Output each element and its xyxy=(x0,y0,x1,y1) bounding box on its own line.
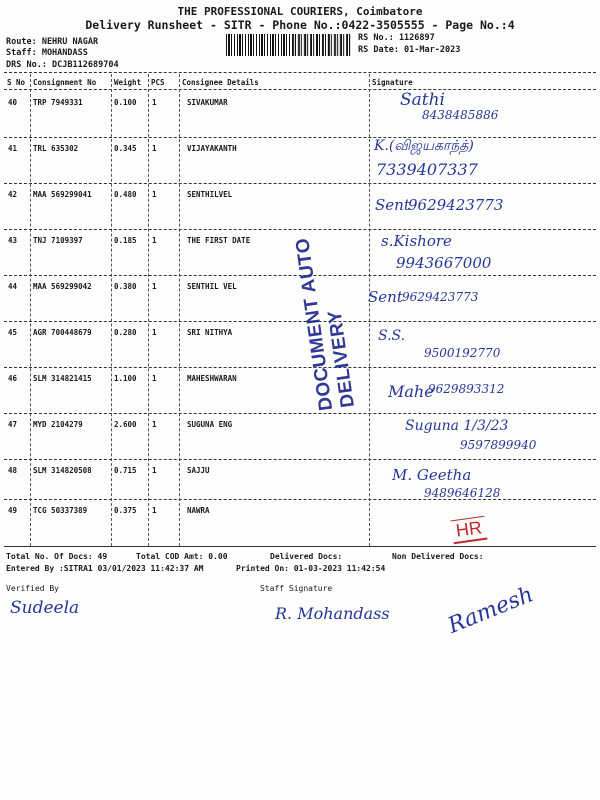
row-signature-name: Suguna 1/3/23 xyxy=(405,418,509,434)
row-pcs: 1 xyxy=(152,420,157,429)
table-row xyxy=(0,92,600,138)
row-signature-name: Sathi xyxy=(400,90,445,110)
row-sno: 40 xyxy=(8,98,18,107)
row-consignment-no: SLM 314820508 xyxy=(33,466,92,475)
verified-by-label: Verified By xyxy=(6,584,59,593)
staff-signature: R. Mohandass xyxy=(275,604,390,623)
row-consignee: MAHESHWARAN xyxy=(187,374,237,383)
row-sno: 42 xyxy=(8,190,18,199)
row-pcs: 1 xyxy=(152,466,157,475)
column-header-consignment: Consignment No xyxy=(33,78,97,87)
row-pcs: 1 xyxy=(152,506,157,515)
row-weight: 0.185 xyxy=(114,236,137,245)
row-signature-phone: 9629893312 xyxy=(428,382,505,396)
row-consignment-no: TNJ 7109397 xyxy=(33,236,83,245)
row-sno: 47 xyxy=(8,420,18,429)
row-signature-phone: 7339407337 xyxy=(376,160,478,179)
column-header-signature: Signature xyxy=(372,78,413,87)
row-consignment-no: MAA 569299041 xyxy=(33,190,92,199)
row-consignee: SENTHILVEL xyxy=(187,190,233,199)
row-consignment-no: MYD 2104279 xyxy=(33,420,83,429)
barcode-image-secondary xyxy=(292,34,352,56)
table-top-rule xyxy=(4,72,596,73)
delivered-docs: Delivered Docs: xyxy=(270,552,343,561)
column-header-weight: Weight xyxy=(114,78,142,87)
row-signature-name: K.(விஜயகாந்த்) xyxy=(374,138,474,154)
row-signature-name: Sent xyxy=(368,288,403,306)
row-signature-name: Sent xyxy=(375,196,410,214)
row-sno: 46 xyxy=(8,374,18,383)
row-signature-name: M. Geetha xyxy=(392,466,472,484)
row-signature-name: HR xyxy=(450,516,487,544)
row-signature-phone: 9943667000 xyxy=(396,254,492,272)
entered-by: Entered By :SITRA1 03/01/2023 11:42:37 AM xyxy=(6,564,204,573)
runsheet-title: Delivery Runsheet - SITR - Phone No.:0422-3505555 - Page No.:4 xyxy=(85,18,515,32)
row-signature-name: s.Kishore xyxy=(381,232,452,250)
row-sno: 49 xyxy=(8,506,18,515)
row-pcs: 1 xyxy=(152,374,157,383)
table-row xyxy=(0,414,600,460)
row-consignment-no: SLM 314821415 xyxy=(33,374,92,383)
row-pcs: 1 xyxy=(152,328,157,337)
row-signature-phone: 9629423773 xyxy=(408,196,504,214)
row-signature-phone: 9629423773 xyxy=(402,290,479,304)
row-sno: 43 xyxy=(8,236,18,245)
total-docs: Total No. Of Docs: 49 xyxy=(6,552,108,561)
row-signature-name: Mahe xyxy=(388,382,434,401)
row-weight: 0.100 xyxy=(114,98,137,107)
table-bottom-rule xyxy=(4,546,596,547)
row-pcs: 1 xyxy=(152,190,157,199)
row-weight: 1.100 xyxy=(114,374,137,383)
printed-on: Printed On: 01-03-2023 11:42:54 xyxy=(236,564,386,573)
rs-date: RS Date: 01-Mar-2023 xyxy=(358,45,461,55)
row-weight: 0.380 xyxy=(114,282,137,291)
column-header-sno: S No xyxy=(7,78,26,87)
table-header-rule xyxy=(4,89,596,90)
row-sno: 48 xyxy=(8,466,18,475)
row-pcs: 1 xyxy=(152,98,157,107)
verified-signature: Sudeela xyxy=(10,598,80,618)
column-header-consignee: Consignee Details xyxy=(182,78,259,87)
row-signature-phone: 9597899940 xyxy=(460,438,537,452)
row-pcs: 1 xyxy=(152,236,157,245)
table-row xyxy=(0,500,600,546)
row-weight: 0.375 xyxy=(114,506,137,515)
authority-signature: Ramesh xyxy=(444,582,537,639)
row-signature-phone: 8438485886 xyxy=(422,108,499,122)
column-header-pcs: PCS xyxy=(151,78,165,87)
row-consignment-no: AGR 700448679 xyxy=(33,328,92,337)
table-row xyxy=(0,322,600,368)
row-consignment-no: TRP 7949331 xyxy=(33,98,83,107)
row-weight: 0.480 xyxy=(114,190,137,199)
row-consignment-no: MAA 569299042 xyxy=(33,282,92,291)
table-row xyxy=(0,368,600,414)
row-consignee: SENTHIL VEL xyxy=(187,282,237,291)
row-signature-name: S.S. xyxy=(378,328,406,344)
table-row xyxy=(0,138,600,184)
row-sno: 45 xyxy=(8,328,18,337)
route-label: Route: NEHRU NAGAR xyxy=(6,37,99,47)
total-cod-amount: Total COD Amt: 0.00 xyxy=(136,552,228,561)
row-weight: 2.600 xyxy=(114,420,137,429)
row-consignee: VIJAYAKANTH xyxy=(187,144,237,153)
staff-signature-label: Staff Signature xyxy=(260,584,333,593)
row-sno: 41 xyxy=(8,144,18,153)
drs-number: DRS No.: DCJB112689704 xyxy=(6,60,119,70)
rs-number: RS No.: 1126897 xyxy=(358,33,435,43)
row-weight: 0.715 xyxy=(114,466,137,475)
row-consignee: SIVAKUMAR xyxy=(187,98,228,107)
row-consignment-no: TCG 50337389 xyxy=(33,506,88,515)
row-pcs: 1 xyxy=(152,144,157,153)
row-signature-phone: 9489646128 xyxy=(424,486,501,500)
row-weight: 0.280 xyxy=(114,328,137,337)
row-consignee: NAWRA xyxy=(187,506,210,515)
row-signature-phone: 9500192770 xyxy=(424,346,501,360)
staff-label: Staff: MOHANDASS xyxy=(6,48,88,58)
row-consignee: SAJJU xyxy=(187,466,210,475)
row-weight: 0.345 xyxy=(114,144,137,153)
row-consignee: THE FIRST DATE xyxy=(187,236,251,245)
row-consignee: SRI NITHYA xyxy=(187,328,233,337)
row-pcs: 1 xyxy=(152,282,157,291)
company-title: THE PROFESSIONAL COURIERS, Coimbatore xyxy=(177,5,423,18)
row-consignee: SUGUNA ENG xyxy=(187,420,233,429)
row-sno: 44 xyxy=(8,282,18,291)
row-consignment-no: TRL 635302 xyxy=(33,144,79,153)
non-delivered-docs: Non Delivered Docs: xyxy=(392,552,484,561)
